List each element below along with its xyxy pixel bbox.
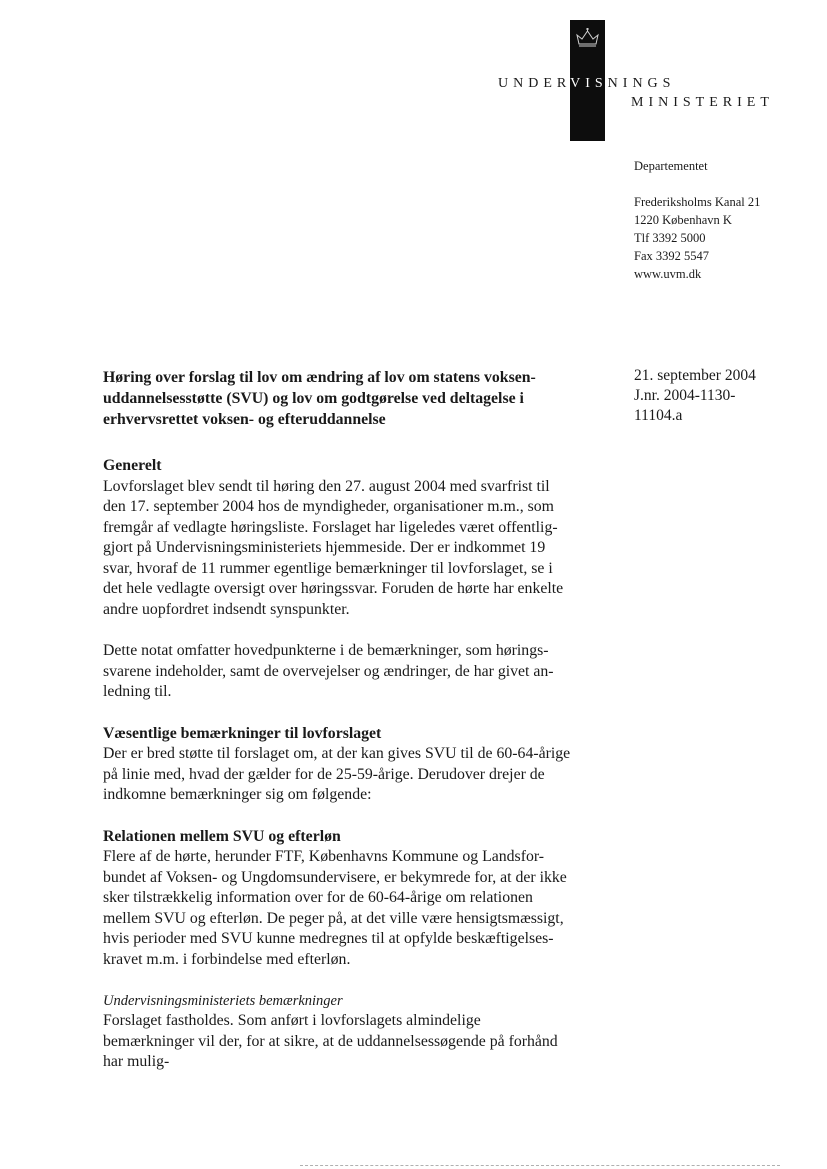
page-bottom-rule: [300, 1165, 780, 1166]
crown-icon: [572, 26, 603, 52]
logo-wordmark-line1: [498, 76, 675, 92]
paragraph: Flere af de hørte, herunder FTF, Københavns Kommune og Landsfor-bundet af Voksen- og Ungdomsundervisere, er bekymrede for, at der ikke sker tilstrækkelig information over for de 60-64-årige om relationen mellem SVU og efterløn. De peger på, at det ville være hensigtsmæssigt, hvis perioder med SVU kunne medregnes til at opfylde beskæftigelses-kravet m.m. i forbindelse med efterløn.: [103, 848, 567, 968]
address-website: www.uvm.dk: [634, 267, 702, 281]
document-body: [103, 367, 573, 1093]
document-title: Høring over forslag til lov om ændring af lov om statens voksen-uddannelsesstøtte (SVU) og lov om godtgørelse ved deltagelse i erhvervsrettet voksen- og efteruddannelse: [103, 369, 536, 428]
journal-number-line1: J.nr. 2004-1130-: [634, 387, 736, 404]
paragraph: Lovforslaget blev sendt til høring den 27. august 2004 med svarfrist til den 17. september 2004 hos de myndigheder, organisationer m.m., som fremgår af vedlagte høringsliste. Forslaget har ligeledes været offentlig-gjort på Undervisningsministeriets hjemmeside. Der er indkommet 19 svar, hvoraf de 11 rummer egentlige bemærkninger til lovforslaget, se i det hele vedlagte oversigt over høringssvar. Foruden de hørte har enkelte andre uopfordret indsendt synspunkter.: [103, 477, 564, 618]
address-block: [634, 193, 760, 283]
document-date: 21. september 2004: [634, 367, 756, 384]
address-street: Frederiksholms Kanal 21: [634, 195, 761, 209]
section-heading-generelt: Generelt: [103, 457, 162, 474]
ministry-remarks-text: Forslaget fastholdes. Som anført i lovforslagets almindelige bemærkninger vil der, for at sikre, at de uddannelsessøgende på forhånd har mulig-: [103, 1012, 558, 1070]
address-fax: Fax 3392 5547: [634, 249, 709, 263]
logo-wordmark-line2: MINISTERIET: [631, 95, 774, 110]
paragraph: Dette notat omfatter hovedpunkterne i de bemærkninger, som hørings-svarene indeholder, samt de overvejelser og ændringer, de har givet an-ledning til.: [103, 642, 554, 700]
logo-part-under: UNDER: [498, 76, 571, 91]
department-name: Departementet: [634, 159, 708, 173]
journal-number-line2: 11104.a: [634, 407, 683, 424]
logo-part-vis: VIS: [570, 76, 608, 91]
logo-part-nings: NINGS: [607, 76, 676, 91]
section-heading-relationen: Relationen mellem SVU og efterløn: [103, 827, 341, 845]
address-city: 1220 København K: [634, 213, 732, 227]
paragraph: Der er bred støtte til forslaget om, at der kan gives SVU til de 60-64-årige på linie med, hvad der gælder for de 25-59-årige. Derudover drejer de indkomne bemærkninger sig om følgende:: [103, 745, 571, 803]
date-reference-block: [634, 366, 784, 426]
ministry-remarks-heading: Undervisningsministeriets bemærkninger: [103, 993, 343, 1009]
section-heading-bemaerkninger: Væsentlige bemærkninger til lovforslaget: [103, 724, 382, 742]
address-phone: Tlf 3392 5000: [634, 231, 706, 245]
